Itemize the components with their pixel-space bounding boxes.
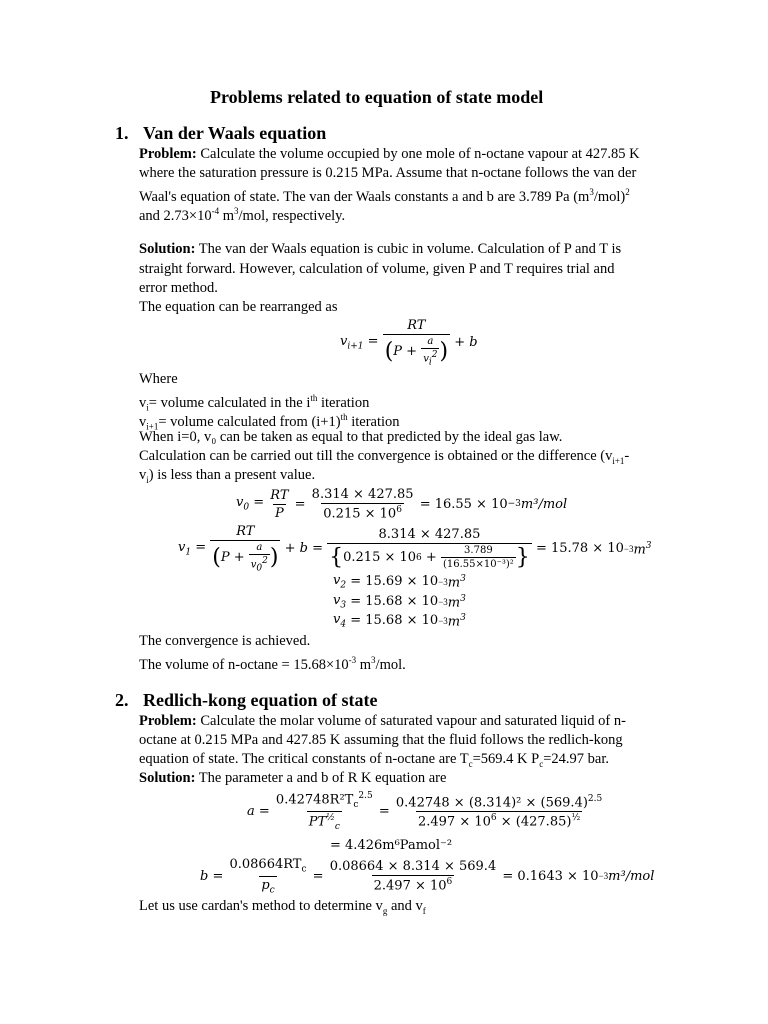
s1-calc-line2: $v_i$) is less than a present value.	[139, 467, 316, 485]
s1-calc1b: -	[624, 448, 630, 464]
s2-problem-line2: octane at 0.215 MPa and 427.85 K assuming that the fluid follows the redlich-kong	[139, 732, 623, 748]
s1-problem-line4: and $2.73\times 10^{-4}$ $m^3$/mol, respectively.	[139, 206, 346, 224]
v1-denominator-a: 0.215 × 10	[343, 550, 417, 566]
v4-equation: $v_4$ = 15.68 × 10 −3 $m^3$	[333, 612, 466, 630]
s1-def2c: iteration	[347, 413, 400, 430]
v4-value: = 15.68 × 10	[350, 613, 439, 629]
section1-title: Van der Waals equation	[143, 123, 327, 143]
s1-solution-line2: straight forward. However, calculation of volume, given P and T requires trial and	[139, 261, 615, 277]
s2-problem-text3c: =24.97 bar.	[543, 751, 609, 767]
s1-problem-text1: Calculate the volume occupied by one mole of n-octane vapour at 427.85 K	[200, 146, 640, 162]
s1-problem-text4c: /mol, respectively.	[238, 207, 346, 224]
s2-problem-label: Problem:	[139, 713, 197, 729]
s1-where: Where	[139, 371, 178, 387]
s1-def2: $v_{i+1}=$ volume calculated from $(i+1)^{th}$ iteration	[139, 412, 400, 432]
s2-problem-text3b: =569.4 K P	[472, 751, 540, 767]
b-denominator-2: 2.497 × 10	[373, 878, 447, 894]
v1-numerator: 8.314 × 427.85	[378, 527, 481, 543]
s1-volume-result: The volume of $n-octane = 15.68\times 10^{-3}$ $m^3$/mol.	[139, 655, 406, 673]
s1-problem-text3b: /mol)	[593, 188, 626, 205]
a-equation: a = $\frac{0.42748R^2T_c^{2.5}}{PT^{\frac{1}{2}}_c}$ = $\frac{0.42748 \times (8.314)^2 \times (569.4)^{2.5}}{2.497 \times 10^6 \times (427.85)^{\frac{1}{2}}}$	[247, 791, 603, 832]
section1-heading	[115, 123, 326, 144]
s1-vol-c: /mol.	[375, 656, 406, 673]
v1-small-numerator: 3.789	[464, 545, 493, 557]
s1-convergence: The convergence is achieved.	[139, 633, 311, 649]
s1-calc2a: v	[139, 467, 147, 483]
s1-vol-b: m	[356, 656, 372, 673]
s1-calc1a: Calculation can be carried out till the convergence is obtained or the difference (v	[139, 448, 613, 464]
s1-problem-text4a: and 2.73×10	[139, 207, 212, 224]
s1-problem-text4b: m	[219, 207, 235, 224]
s1-def2b: = volume calculated from (i+1)	[158, 413, 341, 430]
a-numerator-1: 0.42748R²T	[275, 792, 354, 808]
a-denominator-2a: 2.497 × 10	[417, 814, 491, 830]
a-result	[330, 838, 452, 853]
v3-value: = 15.68 × 10	[350, 594, 439, 610]
s2-last-line: Let us use cardan's method to determine $v_g$ and $v_f$	[139, 898, 426, 916]
a-denominator-2b: × (427.85)	[496, 814, 572, 830]
b-numerator-2: 0.08664 × 8.314 × 569.4	[329, 858, 497, 874]
iteration-equation: $v_{i+1}$ = RT ( P + $\frac{a}{v_i^2}$ ) + b	[340, 318, 478, 368]
s1-def1c: iteration	[317, 394, 370, 411]
b-unit: m³/mol	[608, 868, 655, 884]
b-result: = 0.1643 × 10	[502, 868, 599, 884]
s1-solution-text1: The van der Waals equation is cubic in volume. Calculation of P and T is	[198, 241, 622, 257]
section1-number: 1.	[115, 123, 129, 143]
s1-problem-label: Problem:	[139, 146, 197, 162]
s1-calc-line1: Calculation can be carried out till the convergence is obtained or the difference ($v_{i+1}-$	[139, 448, 630, 466]
s1-solution-line1	[139, 240, 675, 260]
s1-solution-label: Solution:	[139, 241, 196, 257]
section2-title: Redlich-kong equation of state	[143, 690, 378, 710]
s1-rearranged: The equation can be rearranged as	[139, 299, 338, 315]
b-numerator-1: 0.08664RT	[229, 857, 302, 872]
s1-solution-line3: error method.	[139, 280, 218, 296]
s1-def2a: v	[139, 413, 147, 430]
s1-def1: $v_i=$ volume calculated in the $i^{th}$ iteration	[139, 393, 370, 413]
v2-equation: $v_2$ = 15.69 × 10 −3 $m^3$	[333, 573, 466, 591]
s1-when: When i=0, v₀ can be taken as equal to that predicted by the ideal gas law.	[139, 429, 563, 445]
v1-equation: $v_1$ = RT ( P + $\frac{a}{v_0^2}$ ) + b = 8.314 × 427.85 { 0.215 × 10 6 + $\frac{3.789}{\text{(16.55×10⁻³)²}}$ } = 15.78 × 10 −3 $m^3$	[178, 524, 652, 574]
s2-solution-label: Solution:	[139, 770, 196, 786]
v1-small-denominator: (16.55×10⁻³)²	[442, 559, 514, 571]
v0-unit: m³/mol	[520, 496, 568, 512]
s1-problem-text3a: Waal's equation of state. The van der Waals constants a and b are 3.789 Pa (m	[139, 188, 590, 205]
section2-heading	[115, 690, 378, 711]
s2-problem-text3a: equation of state. The critical constants of n-octane are T	[139, 751, 469, 767]
page-title: Problems related to equation of state model	[210, 87, 544, 107]
s1-vol-a: The volume of n-octane = 15.68×10	[139, 656, 349, 673]
s1-problem-line3: Waal's equation of state. The van der Waals constants a and b are 3.789 Pa $(m^3/mol)^2$	[139, 187, 630, 205]
v3-equation: $v_3$ = 15.68 × 10 −3 $m^3$	[333, 593, 466, 611]
s2-solution-text: The parameter a and b of R K equation are	[198, 770, 447, 786]
v0-denominator: 0.215 × 10	[323, 506, 397, 522]
s2-problem-text1: Calculate the molar volume of saturated vapour and saturated liquid of n-	[200, 713, 626, 729]
a-numerator-2: 0.42748 × (8.314)² × (569.4)	[395, 794, 588, 810]
s2-problem-line1	[139, 712, 626, 732]
v0-result: = 16.55 × 10	[419, 496, 508, 512]
v0-numerator: 8.314 × 427.85	[311, 487, 414, 502]
s1-problem-line2: where the saturation pressure is 0.215 MPa. Assume that n-octane follows the van der	[139, 165, 637, 181]
s2-solution-line	[139, 769, 446, 789]
s1-def1b: = volume calculated in the i	[148, 394, 311, 411]
section2-number: 2.	[115, 690, 129, 710]
s2-problem-line3: equation of state. The critical constants of n-octane are $T_c=569.4$ K $P_c=24.97$ bar.	[139, 751, 609, 769]
v0-equation: $v_0$ = $\frac{RT}{P}$ = $\frac{8.314 \times 427.85}{0.215 \times 10^6}$ = 16.55 × 10 −3 m³/mol	[236, 487, 568, 522]
s1-calc2b: ) is less than a present value.	[148, 467, 316, 483]
s1-problem-line1	[139, 145, 640, 165]
s2-last-a: Let us use cardan's method to determine v	[139, 898, 383, 914]
s1-def1a: v	[139, 394, 147, 411]
v1-result: = 15.78 × 10	[535, 541, 624, 557]
v2-value: = 15.69 × 10	[350, 574, 439, 590]
a-result-value: = 4.426m⁶Pamol⁻²	[330, 838, 453, 853]
s2-last-b: and v	[387, 898, 423, 914]
b-equation: b = $\frac{0.08664RT_c}{p_c}$ = $\frac{0.08664 \times 8.314 \times 569.4}{2.497 \times 10^6}$ = 0.1643 × 10 −3 m³/mol	[200, 857, 655, 896]
